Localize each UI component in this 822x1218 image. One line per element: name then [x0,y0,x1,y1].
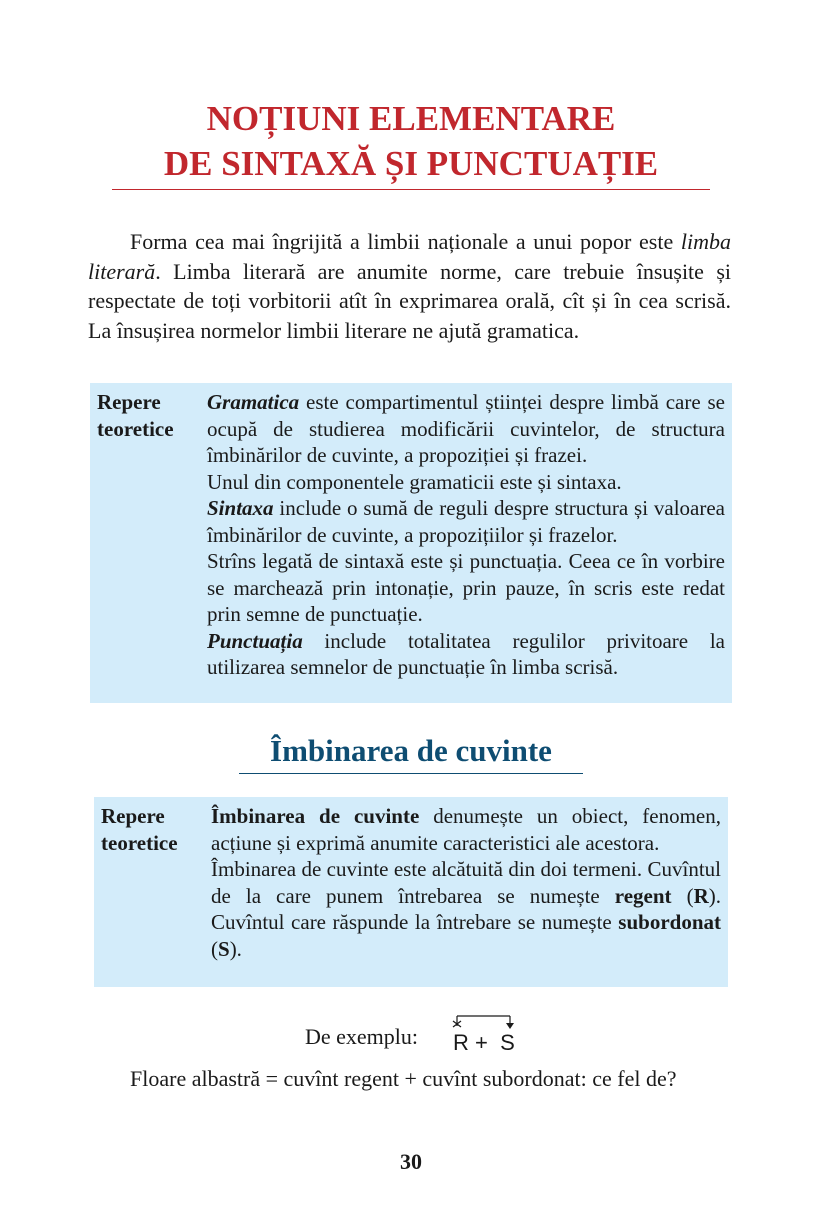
grammar-definition [207,389,725,469]
title-underline [112,189,710,190]
term-r: R [693,883,709,908]
label-line-2: teoretice [101,830,178,855]
definition-text: denumește un obiect, fenomen, acțiune și exprimă anumite caracteristici ale acestora. [211,804,722,855]
page-title [0,96,822,186]
theory-box-label [101,803,211,856]
theory-box-body [207,389,725,681]
terms-text-d: ( [211,936,218,961]
term-s: S [218,936,230,961]
label-line-1: Repere [101,804,165,828]
terms-text-b: ( [671,883,694,908]
example-label: De exemplu: [305,1024,419,1049]
theory-box-grammar [90,383,732,703]
term-imbinarea: Îmbinarea de cuvinte [211,804,420,828]
example-formula: R + S [453,1030,515,1055]
punctuation-definition [207,628,725,681]
term-regent: regent [614,883,672,908]
theory-box-label [97,389,207,442]
theory-box-word-combination [94,797,728,987]
theory-box-body [211,803,721,962]
title-line-2: DE SINTAXĂ ȘI PUNCTUAȚIE [163,144,659,183]
closing-text: Floare albastră = cuvînt regent + cuvînt subordonat: ce fel de? [130,1066,677,1091]
label-line-2: teoretice [97,416,174,441]
intro-text-b: . Limba literară are anumite norme, care trebuie însușite și respectate de toți vorbitorii atît în exprimarea orală, cît și în cea scrisă. La însușirea normelor limbii literare ne ajută gramatica. [88,258,731,343]
syntax-definition [207,495,725,548]
terms-text-e: ). [229,936,242,961]
term-subordonat: subordonat [618,910,721,934]
term-sintaxa: Sintaxa [207,496,274,520]
grammar-component-line: Unul din componentele gramaticii este și sintaxa. [207,469,622,494]
section-title-underline [239,773,583,774]
term-punctuatia: Punctuația [207,628,303,653]
syntax-text: include o sumă de reguli despre structura și valoarea îmbinărilor de cuvinte, a propozițiilor și frazelor. [207,496,725,547]
title-line-1: NOȚIUNI ELEMENTARE [206,99,616,138]
label-line-1: Repere [97,390,161,414]
grammar-text: este compartimentul științei despre limbă care se ocupă de studierea modificării cuvintelor, de structura îmbinărilor de cuvinte, a propoziției și frazei. [207,390,725,467]
word-combination-definition [211,803,721,856]
section-title: Îmbinarea de cuvinte [270,733,552,768]
terms-text-a: Îmbinarea de cuvinte este alcătuită din doi termeni. Cuvîntul de la care punem întrebarea se numește [211,857,721,908]
intro-paragraph [88,227,731,345]
punctuation-text: include totalitatea regulilor privitoare la utilizarea semnelor de punctuație în limba scrisă. [207,628,725,679]
intro-italic-term: limba literară [88,229,731,284]
intro-text-a: Forma cea mai îngrijită a limbii naționale a unui popor este [130,229,681,254]
term-gramatica: Gramatica [207,390,300,414]
terms-text-c: ). Cuvîntul care răspunde la întrebare se numește [211,883,721,934]
punctuation-relation: Strîns legată de sintaxă este și punctuația. Ceea ce în vorbire se marchează prin intonație, prin pauze, în scris este redat prin semne de punctuație. [207,549,725,626]
page-number: 30 [400,1149,422,1174]
terms-explanation [211,856,721,962]
closing-paragraph [88,1064,731,1094]
